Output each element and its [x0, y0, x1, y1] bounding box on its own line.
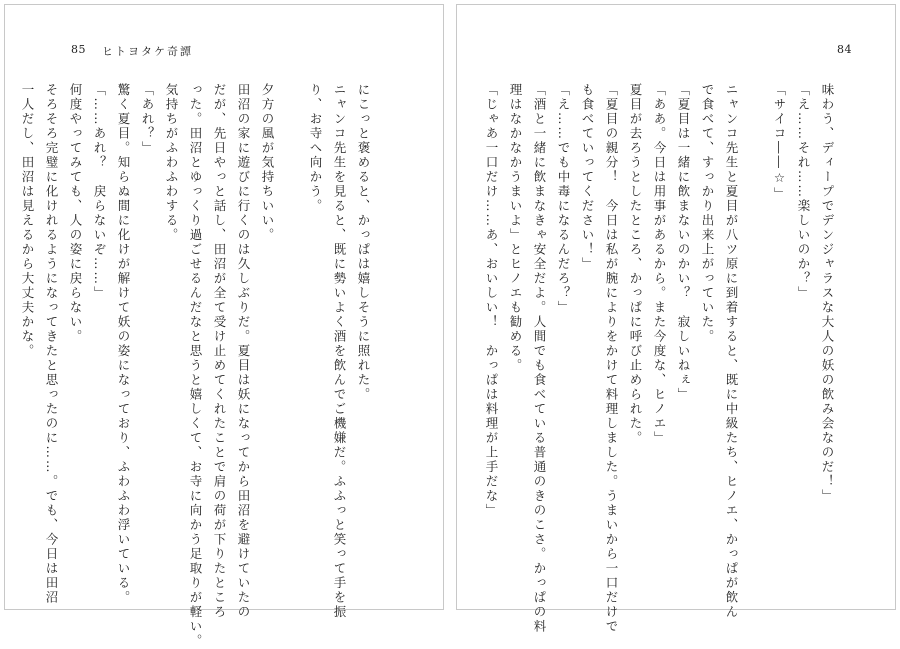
text-line: 「え……でも中毒になるんだろ？」: [556, 83, 571, 315]
left-page: [4, 4, 444, 649]
page-number: 85: [71, 43, 86, 56]
text-line: り、お寺へ向かう。: [308, 83, 323, 214]
text-line: 夏目が去ろうとしたところ、かっぱに呼び止められた。: [628, 83, 643, 446]
text-line: 「サイコ――☆」: [772, 83, 787, 202]
text-line: 「あれ？」: [140, 83, 155, 156]
page-number: 84: [837, 43, 852, 56]
text-line: 田沼の家に遊びに行くのは久しぶりだ。夏目は妖になってから田沼を避けていたの: [236, 83, 251, 620]
text-line: 夕方の風が気持ちいい。: [260, 83, 275, 243]
right-page: [456, 4, 896, 634]
text-line: 「夏目の親分！ 今日は私が腕によりをかけて料理しました。うまいから一口だけで: [604, 83, 619, 634]
running-title: ヒトヨタケ奇譚: [102, 45, 193, 58]
paragraph-gap: [743, 83, 767, 553]
text-line: だが、先日やっと話し、田沼が全て受け止めてくれたことで肩の荷が下りたところ: [212, 83, 227, 620]
text-line: 「じゃあ一口だけ……あ、おいしい！ かっぱは料理が上手だな」: [484, 83, 499, 518]
text-line: 「酒と一緒に飲まなきゃ安全だよ。人間でも食べている普通のきのこさ。かっぱの料: [532, 83, 547, 634]
text-line: 理はなかなかうまいよ」とヒノエも勧める。: [508, 83, 523, 373]
body-text: [484, 83, 839, 634]
body-text: [20, 83, 375, 649]
text-line: 驚く夏目。知らぬ間に化けが解けて妖の姿になっており、ふわふわ浮いている。: [116, 83, 131, 605]
text-line: も食べていってください！」: [580, 83, 595, 272]
text-line: 味わう、ディープでデンジャラスな大人の妖の飲み会なのだ！」: [820, 83, 835, 504]
text-line: そろそろ完璧に化けれるようになってきたと思ったのに……。でも、今日は田沼: [44, 83, 59, 605]
text-line: 「え……それ……楽しいのか？」: [796, 83, 811, 301]
text-line: った。田沼とゆっくり過ごせるんだなと思うと嬉しくて、お寺に向かう足取りが軽い。: [188, 83, 203, 649]
text-line: 何度やってみても、人の姿に戻らない。: [68, 83, 83, 344]
text-line: 「……あれ？ 戻らないぞ……」: [92, 83, 107, 301]
text-line: ニャンコ先生を見ると、既に勢いよく酒を飲んでご機嫌だ。ふふっと笑って手を振: [332, 83, 347, 620]
text-line: ニャンコ先生と夏目が八ツ原に到着すると、既に中級たち、ヒノエ、かっぱが飲ん: [724, 83, 739, 620]
text-line: 一人だし、田沼は見えるから大丈夫かな。: [20, 83, 35, 359]
text-line: で食べて、すっかり出来上がっていた。: [700, 83, 715, 344]
text-line: にこっと褒めると、かっぱは嬉しそうに照れた。: [356, 83, 371, 402]
text-line: 気持ちがふわふわする。: [164, 83, 179, 243]
text-line: 「夏目は一緒に飲まないのかい？ 寂しいねぇ」: [676, 83, 691, 402]
text-line: 「ああ。今日は用事があるから。また今度な、ヒノエ」: [652, 83, 667, 446]
paragraph-gap: [279, 83, 303, 553]
